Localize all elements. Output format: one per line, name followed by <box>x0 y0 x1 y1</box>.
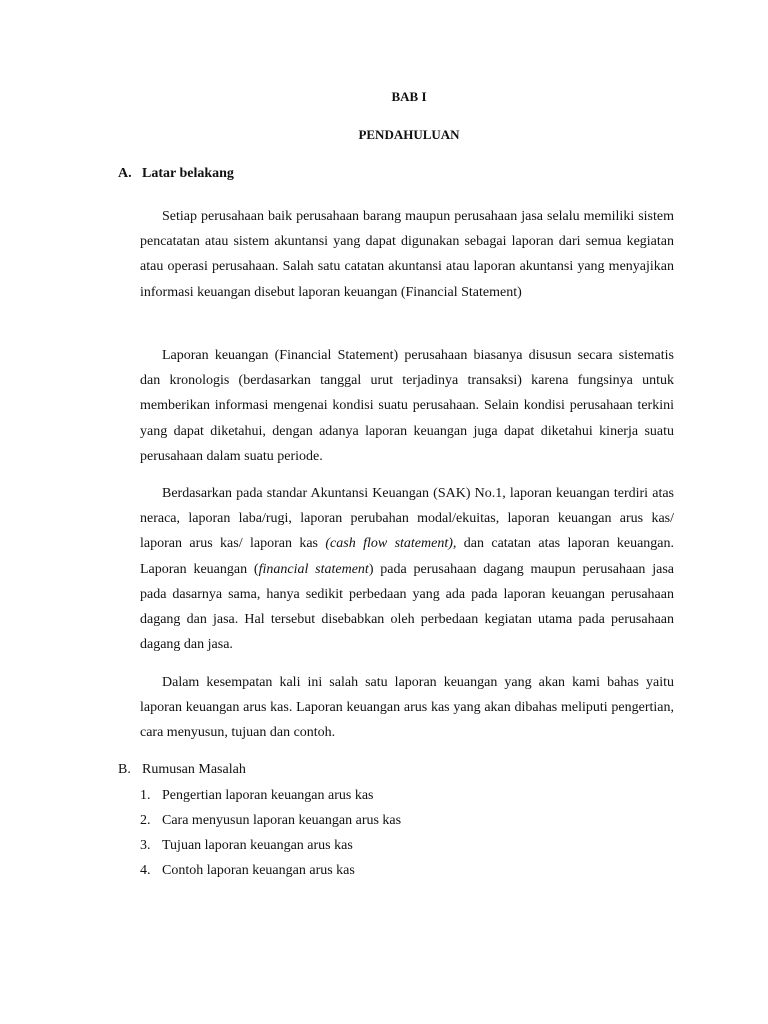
list-item <box>140 812 401 837</box>
section-a-letter: A. <box>118 166 132 181</box>
list-item-text: Pengertian laporan keuangan arus kas <box>162 788 374 803</box>
list-item-text: Cara menyusun laporan keuangan arus kas <box>162 813 402 828</box>
section-b-letter: B. <box>118 762 131 777</box>
section-b-title: Rumusan Masalah <box>142 762 246 777</box>
paragraph-1: Setiap perusahaan baik perusahaan barang maupun perusahaan jasa selalu memiliki sistem pencatatan atau sistem akuntansi yang dapat digunakan sebagai laporan dari semua kegiatan atau operasi perusahaan. Salah satu catatan akuntansi atau laporan akuntansi yang menyajikan informasi keuangan disebut laporan keuangan (Financial Statement) <box>140 209 674 300</box>
problem-list <box>140 787 401 887</box>
paragraph-3-italic-cash-flow: (cash flow statement), <box>325 536 457 552</box>
paragraph-2: Laporan keuangan (Financial Statement) perusahaan biasanya disusun secara sistematis dan kronologis (berdasarkan tanggal urut terjadinya transaksi) karena fungsinya untuk memberikan informasi mengenai kondisi suatu perusahaan. Selain kondisi perusahaan terkini yang dapat diketahui, dengan adanya laporan keuangan juga dapat diketahui kinerja suatu perusahaan dalam suatu periode. <box>140 348 674 464</box>
paragraph-3-part-a: Berdasarkan pada standar Akuntansi Keuangan (SAK) No.1, laporan keuangan terdiri atas neraca, laporan laba/rugi, laporan perubahan modal/ekuitas, laporan keuangan arus kas/ laporan arus kas/ laporan kas <box>140 486 674 552</box>
list-item-number: 2. <box>140 813 151 828</box>
list-item-number: 1. <box>140 788 151 803</box>
section-a-title: Latar belakang <box>142 166 234 181</box>
list-item-text: Tujuan laporan keuangan arus kas <box>162 838 353 853</box>
section-b-heading <box>118 762 246 778</box>
paragraph-3-italic-financial: financial statement <box>258 561 369 577</box>
list-item <box>140 862 401 887</box>
list-item <box>140 837 401 862</box>
chapter-title: PENDAHULUAN <box>358 127 460 142</box>
paragraph-3-part-e: ) pada perusahaan dagang maupun perusahaan jasa pada dasarnya sama, hanya sedikit perbedaan yang ada pada laporan keuangan perusahaan dagang dan jasa. Hal tersebut disebabkan oleh perbedaan kegiatan utama pada perusahaan dagang dan jasa. <box>140 561 675 653</box>
section-a-heading <box>118 166 234 182</box>
paragraph-3-part-c: dan catatan atas laporan keuangan. Laporan keuangan ( <box>140 536 674 577</box>
list-item-text: Contoh laporan keuangan arus kas <box>162 863 355 878</box>
list-item <box>140 787 401 812</box>
chapter-number: BAB I <box>391 89 427 104</box>
paragraph-3 <box>140 481 674 657</box>
paragraph-4: Dalam kesempatan kali ini salah satu laporan keuangan yang akan kami bahas yaitu laporan keuangan arus kas. Laporan keuangan arus kas yang akan dibahas meliputi pengertian, cara menyusun, tujuan dan contoh. <box>140 675 674 741</box>
list-item-number: 3. <box>140 838 151 853</box>
list-item-number: 4. <box>140 863 151 878</box>
